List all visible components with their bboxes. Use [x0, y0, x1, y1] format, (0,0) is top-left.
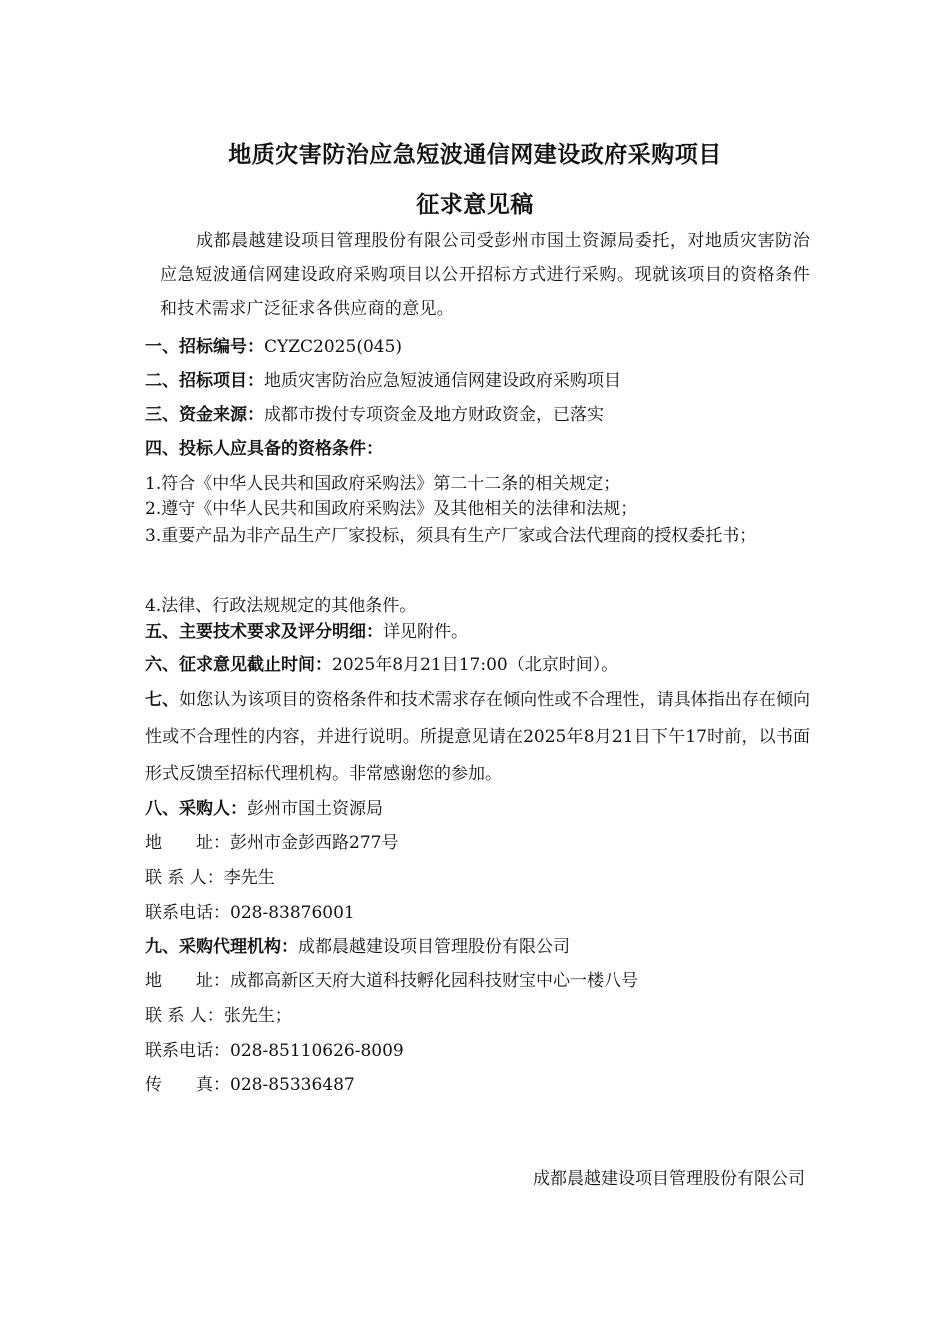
section-label: 六、征求意见截止时间： [145, 655, 332, 675]
field-label: 联系电话： [145, 903, 230, 923]
agency-address [145, 969, 810, 993]
agency-contact [145, 1004, 810, 1028]
field-value: 028-85110626-8009 [230, 1041, 404, 1061]
condition-item: 1.符合《中华人民共和国政府采购法》第二十二条的相关规定； [145, 474, 621, 494]
section-label: 四、投标人应具备的资格条件： [145, 439, 383, 459]
section-tender-number [145, 335, 810, 359]
section-deadline [145, 653, 810, 677]
field-value: 张先生； [223, 1006, 292, 1026]
section-agency [145, 935, 810, 959]
section-label: 二、招标项目： [145, 371, 264, 391]
field-value: 028-85336487 [230, 1075, 355, 1095]
condition-item: 2.遵守《中华人民共和国政府采购法》及其他相关的法律和法规； [145, 499, 638, 519]
document-title: 地质灾害防治应急短波通信网建设政府采购项目 [228, 142, 722, 168]
field-label: 联系电话： [145, 1041, 230, 1061]
section-value: CYZC2025(045) [264, 337, 403, 357]
section-value: 地质灾害防治应急短波通信网建设政府采购项目 [264, 371, 621, 391]
section-value: 详见附件。 [383, 622, 468, 642]
field-value: 028-83876001 [230, 903, 355, 923]
field-label: 地 址： [145, 971, 230, 991]
field-value: 李先生 [223, 868, 275, 888]
section-label: 三、资金来源： [145, 405, 264, 425]
purchaser-phone [145, 901, 810, 925]
section-label: 五、主要技术要求及评分明细： [145, 622, 383, 642]
section-value: 成都市拨付专项资金及地方财政资金，已落实 [264, 405, 604, 425]
section-value: 如您认为该项目的资格条件和技术需求存在倾向性或不合理性，请具体指出存在倾向性或不合理性的内容，并进行说明。所提意见请在2025年8月21日下午17时前，以书面形式反馈至招标代理机构。非常感谢您的参加。 [145, 690, 811, 784]
signature: 成都晨越建设项目管理股份有限公司 [533, 1169, 805, 1189]
section-qualifications [145, 437, 810, 461]
section-tender-project [145, 369, 810, 393]
section-technical-requirements [145, 620, 810, 644]
purchaser-contact [145, 866, 810, 890]
field-value: 成都高新区天府大道科技孵化园科技财宝中心一楼八号 [230, 971, 638, 991]
condition-item: 4.法律、行政法规规定的其他条件。 [145, 596, 417, 616]
section-funding-source [145, 403, 810, 427]
section-feedback [145, 682, 810, 793]
section-label: 八、采购人： [145, 799, 247, 819]
field-label: 传 真： [145, 1075, 230, 1095]
section-value: 成都晨越建设项目管理股份有限公司 [298, 937, 570, 957]
field-label: 地 址： [145, 833, 230, 853]
document-subtitle: 征求意见稿 [416, 192, 534, 218]
field-label: 联 系 人： [145, 868, 224, 888]
section-value: 2025年8月21日17:00（北京时间）。 [332, 655, 619, 675]
section-label: 九、采购代理机构： [145, 937, 298, 957]
purchaser-address [145, 831, 810, 855]
section-value: 彭州市国土资源局 [247, 799, 383, 819]
section-label: 一、招标编号： [145, 337, 264, 357]
agency-fax [145, 1073, 810, 1097]
intro-paragraph: 成都晨越建设项目管理股份有限公司受彭州市国土资源局委托，对地质灾害防治应急短波通信网建设政府采购项目以公开招标方式进行采购。现就该项目的资格条件和技术需求广泛征求各供应商的意见。 [160, 231, 810, 319]
field-label: 联 系 人： [145, 1006, 224, 1026]
agency-phone [145, 1039, 810, 1063]
section-purchaser [145, 797, 810, 821]
section-label: 七、 [145, 690, 180, 710]
condition-item: 3.重要产品为非产品生产厂家投标，须具有生产厂家或合法代理商的授权委托书； [145, 526, 757, 546]
field-value: 彭州市金彭西路277号 [230, 833, 399, 853]
